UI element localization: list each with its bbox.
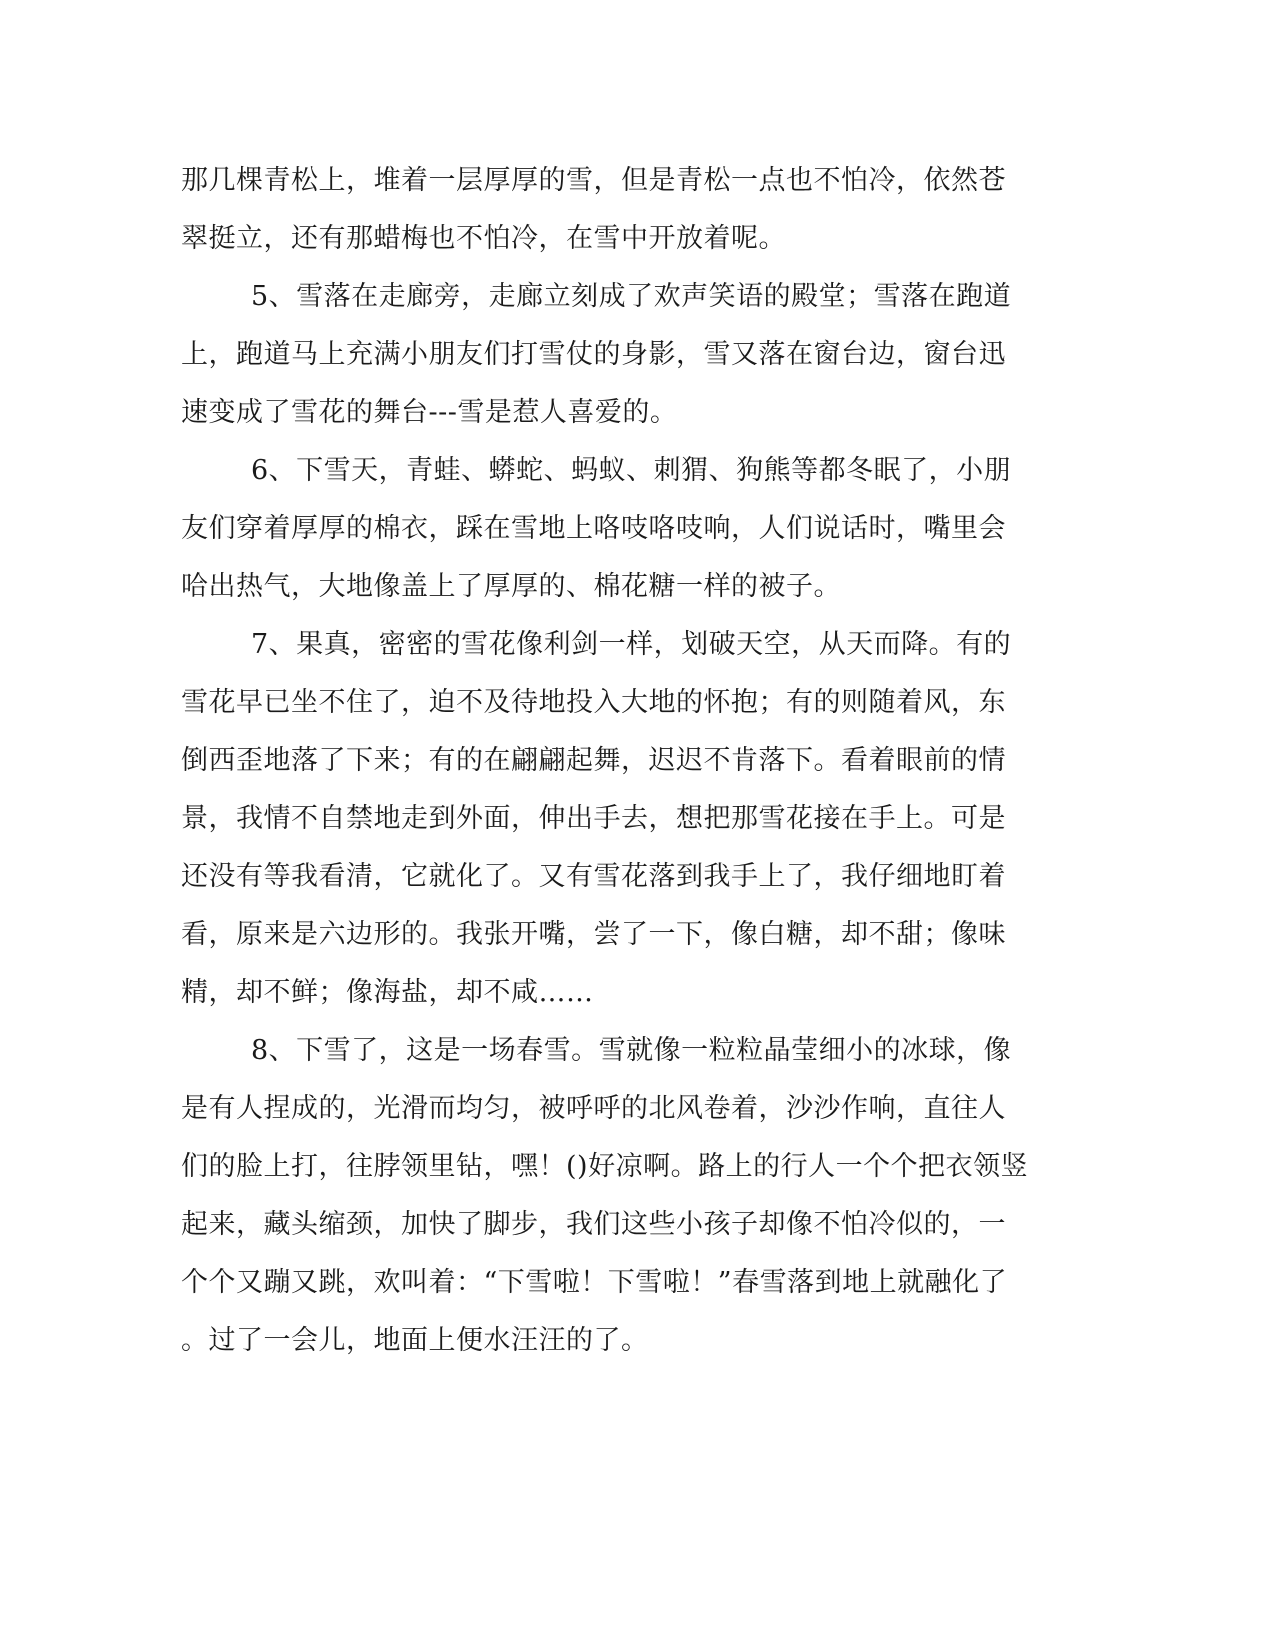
text-line: 速变成了雪花的舞台---雪是惹人喜爱的。: [181, 397, 678, 428]
text-line: 8、下雪了，这是一场春雪。雪就像一粒粒晶莹细小的冰球，像: [251, 1035, 1012, 1066]
text-line: 起来，藏头缩颈，加快了脚步，我们这些小孩子却像不怕冷似的，一: [181, 1209, 1006, 1240]
text-line: 友们穿着厚厚的棉衣，踩在雪地上咯吱咯吱响，人们说话时，嘴里会: [181, 513, 1006, 544]
text-line: 看，原来是六边形的。我张开嘴，尝了一下，像白糖，却不甜；像味: [181, 919, 1006, 950]
text-line: 倒西歪地落了下来；有的在翩翩起舞，迟迟不肯落下。看着眼前的情: [181, 745, 1006, 776]
text-line: 个个又蹦又跳，欢叫着：“下雪啦！下雪啦！”春雪落到地上就融化了: [181, 1267, 1008, 1298]
paragraph-7: [181, 616, 1041, 1022]
text-line: 哈出热气，大地像盖上了厚厚的、棉花糖一样的被子。: [181, 571, 841, 602]
text-line: 们的脸上打，往脖领里钻，嘿！()好凉啊。路上的行人一个个把衣领竖: [181, 1151, 1029, 1182]
text-line: 景，我情不自禁地走到外面，伸出手去，想把那雪花接在手上。可是: [181, 803, 1006, 834]
text-line: 雪花早已坐不住了，迫不及待地投入大地的怀抱；有的则随着风，东: [181, 687, 1006, 718]
text-line: 精，却不鲜；像海盐，却不咸……: [181, 977, 594, 1008]
text-line: 翠挺立，还有那蜡梅也不怕冷，在雪中开放着呢。: [181, 223, 786, 254]
text-line: 7、果真，密密的雪花像利剑一样，划破天空，从天而降。有的: [251, 629, 1012, 660]
text-line: 5、雪落在走廊旁，走廊立刻成了欢声笑语的殿堂；雪落在跑道: [251, 281, 1012, 312]
text-line: 6、下雪天，青蛙、蟒蛇、蚂蚁、刺猬、狗熊等都冬眠了，小朋: [251, 455, 1012, 486]
paragraph-8: [181, 1022, 1041, 1370]
paragraph-6: [181, 442, 1041, 616]
text-line: 那几棵青松上，堆着一层厚厚的雪，但是青松一点也不怕冷，依然苍: [181, 165, 1006, 196]
text-line: 上，跑道马上充满小朋友们打雪仗的身影，雪又落在窗台边，窗台迅: [181, 339, 1006, 370]
paragraph-continuation: [181, 152, 1041, 268]
text-line: 。过了一会儿，地面上便水汪汪的了。: [181, 1325, 649, 1356]
paragraph-5: [181, 268, 1041, 442]
document-body: [181, 152, 1041, 1370]
text-line: 还没有等我看清，它就化了。又有雪花落到我手上了，我仔细地盯着: [181, 861, 1006, 892]
text-line: 是有人捏成的，光滑而均匀，被呼呼的北风卷着，沙沙作响，直往人: [181, 1093, 1006, 1124]
